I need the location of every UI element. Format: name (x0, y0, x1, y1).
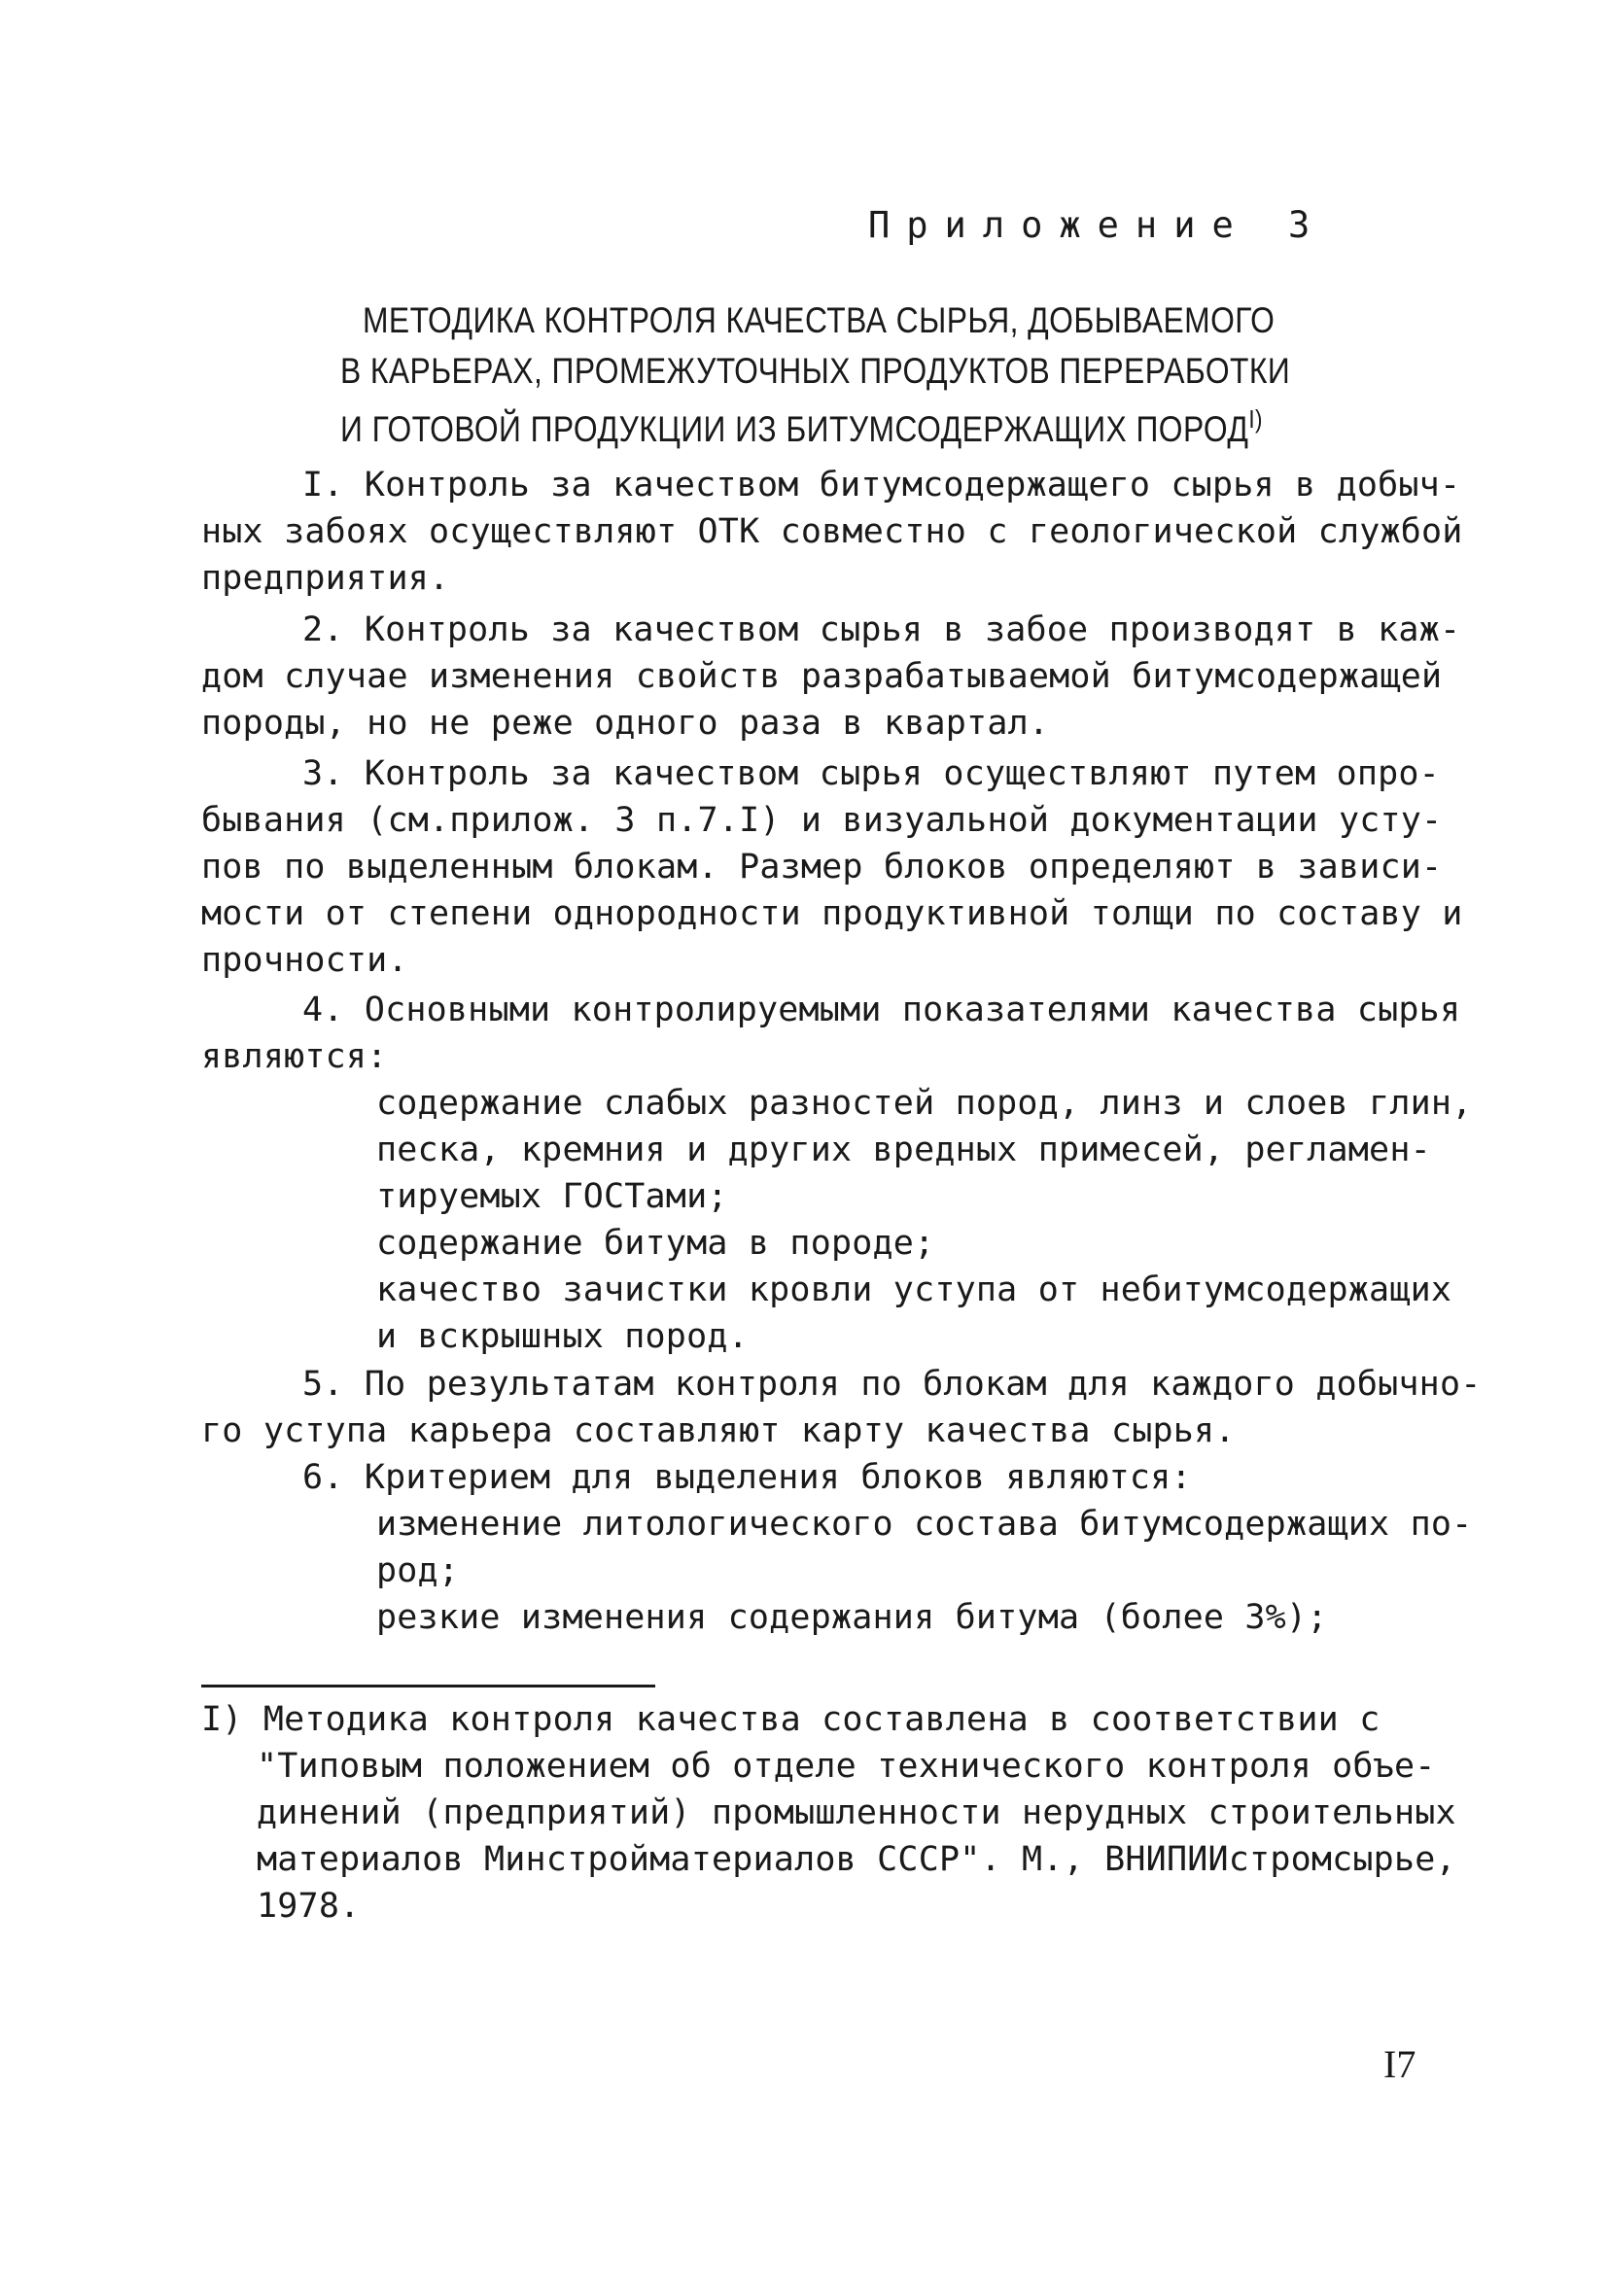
list-4-item-3-line-1: качество зачистки кровли уступа от небитумсодержащих (376, 1270, 1452, 1309)
title-footnote-mark: I) (1248, 404, 1263, 434)
annex-heading: Приложение 3 (868, 204, 1327, 246)
footnote-line-2: "Типовым положением об отделе технического контроля объе- (257, 1747, 1436, 1786)
footnote-line-1: I) Методика контроля качества составлена в соответствии с (201, 1700, 1381, 1739)
title-line-3-text: И ГОТОВОЙ ПРОДУКЦИИ ИЗ БИТУМСОДЕРЖАЩИХ ПОРОД (340, 409, 1249, 449)
para-2-line-1: 2. Контроль за качеством сырья в забое производят в каж- (302, 610, 1461, 649)
para-3-line-4: мости от степени однородности продуктивной толщи по составу и (201, 894, 1463, 933)
footnote-line-4: материалов Минстройматериалов СССР". М., ВНИПИИстромсырье, (257, 1840, 1456, 1879)
para-4-line-2: являются: (201, 1037, 388, 1076)
list-4-item-1-line-3: тируемых ГОСТами; (376, 1177, 728, 1216)
list-4-item-1-line-1: содержание слабых разностей пород, линз и слоев глин, (376, 1084, 1473, 1123)
para-2-line-2: дом случае изменения свойств разрабатываемой битумсодержащей (201, 657, 1443, 696)
title-line-1: МЕТОДИКА КОНТРОЛЯ КАЧЕСТВА СЫРЬЯ, ДОБЫВАЕМОГО (363, 300, 1276, 340)
para-3-line-5: прочности. (201, 941, 408, 980)
para-4-line-1: 4. Основными контролируемыми показателями качества сырья (302, 991, 1461, 1029)
para-2-line-3: породы, но не реже одного раза в квартал. (201, 704, 1050, 743)
list-6-item-1-line-1: изменение литологического состава битумсодержащих по- (376, 1505, 1473, 1544)
page-number: I7 (1383, 2042, 1416, 2086)
list-4-item-2: содержание битума в породе; (376, 1224, 935, 1263)
footnote-line-3: динений (предприятий) промышленности нерудных строительных (257, 1793, 1456, 1832)
para-1-line-1: I. Контроль за качеством битумсодержащего сырья в добыч- (302, 466, 1461, 504)
para-5-line-2: го уступа карьера составляют карту качества сырья. (201, 1411, 1236, 1450)
para-3-line-1: 3. Контроль за качеством сырья осуществляют путем опро- (302, 754, 1440, 793)
footnote-line-5: 1978. (257, 1887, 361, 1926)
para-6-line-1: 6. Критерием для выделения блоков являются: (302, 1458, 1192, 1497)
para-3-line-3: пов по выделенным блокам. Размер блоков определяют в зависи- (201, 848, 1443, 887)
list-4-item-3-line-2: и вскрышных пород. (376, 1317, 749, 1356)
list-6-item-2: резкие изменения содержания битума (более 3%); (376, 1598, 1328, 1637)
para-3-line-2: бывания (см.прилож. 3 п.7.I) и визуальной документации усту- (201, 801, 1443, 840)
footnote-separator (201, 1685, 655, 1687)
title-line-2: В КАРЬЕРАХ, ПРОМЕЖУТОЧНЫХ ПРОДУКТОВ ПЕРЕРАБОТКИ (340, 351, 1291, 391)
para-1-line-2: ных забоях осуществляют ОТК совместно с геологической службой (201, 512, 1463, 551)
list-4-item-1-line-2: песка, кремния и других вредных примесей, регламен- (376, 1131, 1431, 1169)
title-line-3 (340, 395, 1263, 454)
para-1-line-3: предприятия. (201, 559, 450, 598)
para-5-line-1: 5. По результатам контроля по блокам для каждого добычно- (302, 1365, 1482, 1404)
list-6-item-1-line-2: род; (376, 1551, 460, 1590)
